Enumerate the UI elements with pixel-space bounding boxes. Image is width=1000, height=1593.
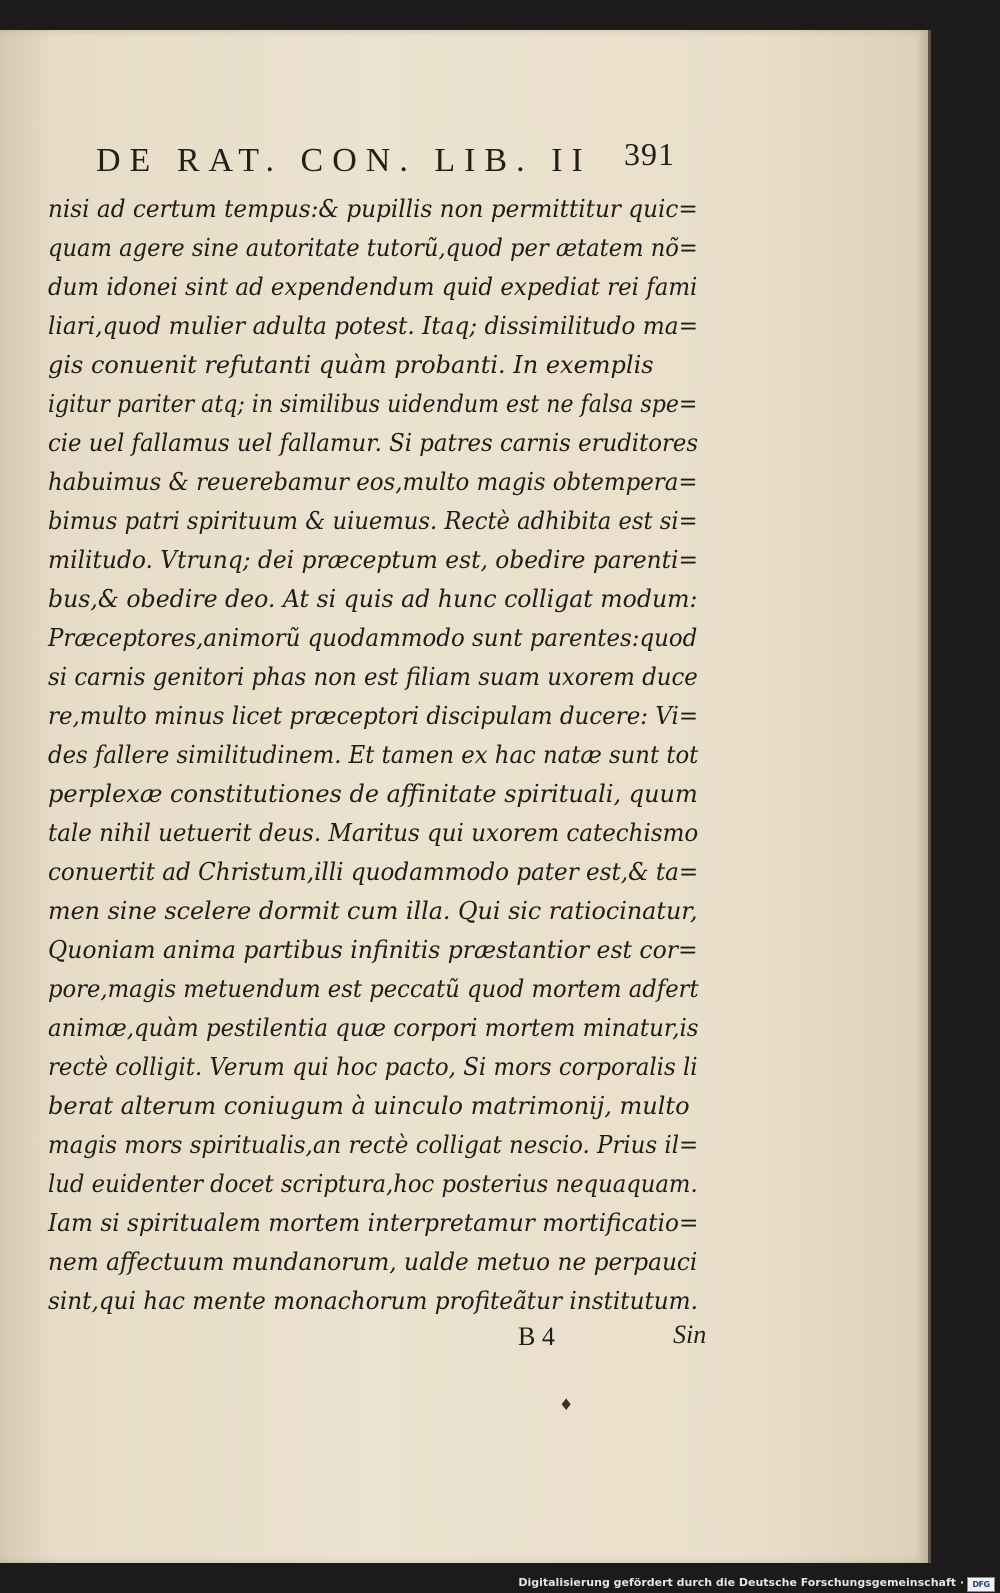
text-line: lud euidenter docet scriptura,hoc posterius nequaquam. [48, 1170, 698, 1198]
page-edge [928, 30, 931, 1563]
text-line: men sine scelere dormit cum illa. Qui sic ratiocinatur, [48, 897, 698, 925]
text-line: tale nihil uetuerit deus. Maritus qui uxorem catechismo [48, 819, 699, 847]
text-line: perplexæ constitutiones de affinitate spirituali, quum [48, 780, 698, 808]
text-line: bimus patri spirituum & uiuemus. Rectè adhibita est si= [48, 507, 698, 535]
text-line: quam agere sine autoritate tutorũ,quod per ætatem nõ= [48, 234, 698, 262]
text-line: Præceptores,animorũ quodammodo sunt parentes:quod [48, 624, 698, 652]
text-line: Quoniam anima partibus infinitis præstantior est cor= [48, 936, 698, 964]
page-number: 391 [624, 136, 675, 172]
text-line: animæ,quàm pestilentia quæ corpori mortem minatur,is [48, 1014, 699, 1042]
text-line: cie uel fallamus uel fallamur. Si patres carnis eruditores [48, 429, 699, 457]
text-line: nem affectuum mundanorum, ualde metuo ne perpauci [48, 1248, 698, 1276]
text-line: dum idonei sint ad expendendum quid expediat rei fami [48, 273, 698, 301]
text-line: gis conuenit refutanti quàm probanti. In exemplis [48, 351, 654, 379]
catchword: Sin [673, 1320, 707, 1349]
text-line: si carnis genitori phas non est filiam suam uxorem duce [48, 663, 698, 691]
dfg-logo-icon: DFG [967, 1577, 995, 1592]
running-head [96, 136, 696, 182]
text-line: pore,magis metuendum est peccatũ quod mortem adfert [48, 975, 699, 1003]
ornament-mark: ♦ [559, 1395, 574, 1414]
running-head-title: DE RAT. CON. LIB. II [96, 142, 592, 179]
signature-mark: B 4 [518, 1322, 555, 1351]
text-line: rectè colligit. Verum qui hoc pacto, Si mors corporalis li [48, 1053, 698, 1081]
text-line: magis mors spiritualis,an rectè colligat nescio. Prius il= [48, 1131, 699, 1159]
text-line: Iam si spiritualem mortem interpretamur mortificatio= [48, 1209, 699, 1237]
text-line: conuertit ad Christum,illi quodammodo pater est,& ta= [48, 858, 699, 886]
text-line: re,multo minus licet præceptori discipulam ducere: Vi= [48, 702, 699, 730]
text-line: bus,& obedire deo. At si quis ad hunc colligat modum: [48, 585, 698, 613]
text-line: igitur pariter atq; in similibus uidendum est ne falsa spe= [48, 390, 698, 418]
text-line: liari,quod mulier adulta potest. Itaq; dissimilitudo ma= [48, 312, 699, 340]
footer-credit: Digitalisierung gefördert durch die Deutsche Forschungsgemeinschaft · [518, 1576, 964, 1589]
text-line: berat alterum coniugum à uinculo matrimonij, multo [48, 1092, 690, 1120]
text-line: des fallere similitudinem. Et tamen ex hac natæ sunt tot [48, 741, 699, 769]
text-line: sint,qui hac mente monachorum profiteãtur institutum. [48, 1287, 698, 1315]
text-line: militudo. Vtrunq; dei præceptum est, obedire parenti= [48, 546, 699, 574]
text-line: nisi ad certum tempus:& pupillis non permittitur quic= [48, 195, 698, 223]
text-line: habuimus & reuerebamur eos,multo magis obtempera= [48, 468, 698, 496]
